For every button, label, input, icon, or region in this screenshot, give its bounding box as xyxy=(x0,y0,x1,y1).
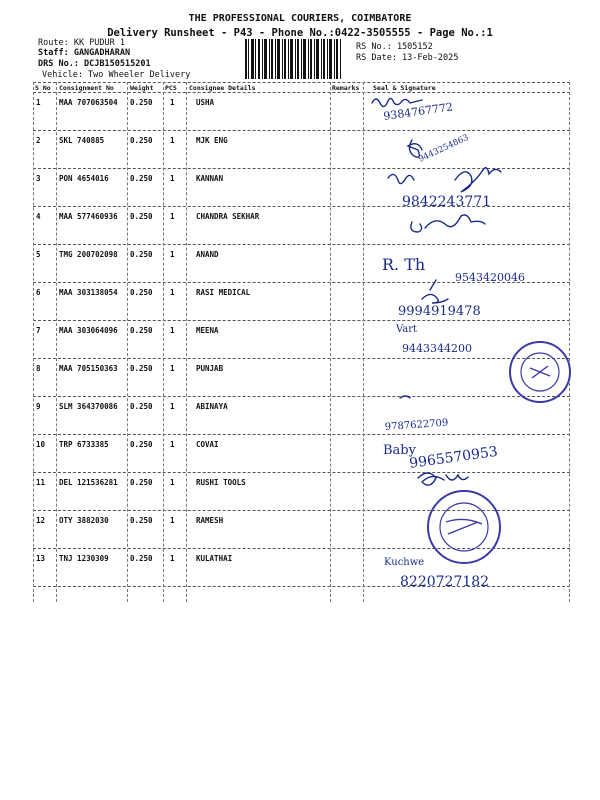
row-consignment: SLM 364370086 xyxy=(59,402,118,411)
row-pcs: 1 xyxy=(170,288,175,297)
row-sno: 7 xyxy=(36,326,41,335)
row-consignment: TRP 6733385 xyxy=(59,440,109,449)
row-divider xyxy=(33,320,570,321)
column-divider xyxy=(330,82,331,602)
row-sno: 11 xyxy=(36,478,46,487)
row-consignment: OTY 3882030 xyxy=(59,516,109,525)
handwritten-name-5: R. Th xyxy=(382,255,426,274)
column-divider xyxy=(127,82,128,602)
row-sno: 2 xyxy=(36,136,41,145)
handwritten-phone-13: 8220727182 xyxy=(400,574,490,590)
row-pcs: 1 xyxy=(170,516,175,525)
row-weight: 0.250 xyxy=(130,288,153,297)
row-weight: 0.250 xyxy=(130,98,153,107)
row-sno: 9 xyxy=(36,402,41,411)
row-weight: 0.250 xyxy=(130,440,153,449)
row-sno: 1 xyxy=(36,98,41,107)
handwritten-phone-7: 9443344200 xyxy=(402,342,472,355)
row-consignee: RASI MEDICAL xyxy=(196,288,251,297)
header-remarks: Remarks xyxy=(332,84,360,92)
handwritten-phone-9: 9787622709 xyxy=(384,417,449,433)
column-divider xyxy=(33,82,34,602)
header-seal-signature: Seal & Signature xyxy=(373,84,436,92)
row-pcs: 1 xyxy=(170,136,175,145)
row-consignment: MAA 707063504 xyxy=(59,98,118,107)
vehicle-label: Vehicle: Two Wheeler Delivery xyxy=(42,70,191,80)
row-consignee: PUNJAB xyxy=(196,364,224,373)
staff-label: Staff: GANGADHARAN xyxy=(38,48,131,58)
row-divider xyxy=(33,510,570,511)
runsheet-title: Delivery Runsheet - P43 - Phone No.:0422-3505555 - Page No.:1 xyxy=(107,27,493,39)
header-pcs: PCS xyxy=(165,84,177,92)
handwritten-name-10: Baby xyxy=(383,443,416,458)
column-divider xyxy=(569,82,570,602)
drs-number: DRS No.: DCJB150515201 xyxy=(38,59,151,69)
row-weight: 0.250 xyxy=(130,326,153,335)
row-pcs: 1 xyxy=(170,364,175,373)
row-consignment: DEL 121536281 xyxy=(59,478,118,487)
row-divider xyxy=(33,586,570,587)
row-divider xyxy=(33,206,570,207)
handwritten-phone-10: 9965570953 xyxy=(408,443,499,472)
row-pcs: 1 xyxy=(170,554,175,563)
row-consignment: TMG 200702098 xyxy=(59,250,118,259)
row-consignee: RUSHI TOOLS xyxy=(196,478,246,487)
row-divider xyxy=(33,244,570,245)
row-consignment: MAA 303138054 xyxy=(59,288,118,297)
row-consignee: MJK ENG xyxy=(196,136,228,145)
row-divider xyxy=(33,396,570,397)
route-label: Route: KK PUDUR 1 xyxy=(38,38,125,48)
row-weight: 0.250 xyxy=(130,136,153,145)
row-pcs: 1 xyxy=(170,402,175,411)
rs-date: RS Date: 13-Feb-2025 xyxy=(356,53,459,63)
row-consignment: SKL 740885 xyxy=(59,136,105,145)
row-pcs: 1 xyxy=(170,326,175,335)
row-consignee: ANAND xyxy=(196,250,219,259)
row-consignment: MAA 303064096 xyxy=(59,326,118,335)
row-divider xyxy=(33,358,570,359)
handwritten-phone-1: 9384767772 xyxy=(382,100,454,123)
row-weight: 0.250 xyxy=(130,364,153,373)
handwritten-phone-6: 9994919478 xyxy=(398,304,481,319)
row-divider xyxy=(33,168,570,169)
column-divider xyxy=(186,82,187,602)
row-divider xyxy=(33,548,570,549)
row-pcs: 1 xyxy=(170,174,175,183)
row-sno: 5 xyxy=(36,250,41,259)
row-sno: 8 xyxy=(36,364,41,373)
table-header-border xyxy=(33,92,570,93)
row-consignee: COVAI xyxy=(196,440,219,449)
row-consignee: KULATHAI xyxy=(196,554,233,563)
row-pcs: 1 xyxy=(170,98,175,107)
row-sno: 13 xyxy=(36,554,46,563)
row-divider xyxy=(33,434,570,435)
row-consignee: CHANDRA SEKHAR xyxy=(196,212,260,221)
handwritten-phone-5: 9543420046 xyxy=(455,271,525,284)
row-pcs: 1 xyxy=(170,440,175,449)
column-divider xyxy=(363,82,364,602)
row-sno: 4 xyxy=(36,212,41,221)
table-top-border xyxy=(33,82,570,83)
row-sno: 12 xyxy=(36,516,46,525)
rs-number: RS No.: 1505152 xyxy=(356,42,433,52)
barcode-image xyxy=(243,39,343,79)
row-weight: 0.250 xyxy=(130,554,153,563)
row-pcs: 1 xyxy=(170,478,175,487)
row-pcs: 1 xyxy=(170,250,175,259)
row-sno: 6 xyxy=(36,288,41,297)
header-consignment: Consignment No xyxy=(59,84,114,92)
row-weight: 0.250 xyxy=(130,250,153,259)
row-consignee: MEENA xyxy=(196,326,219,335)
row-consignee: RAMESH xyxy=(196,516,224,525)
row-divider xyxy=(33,282,570,283)
row-consignment: MAA 705150363 xyxy=(59,364,118,373)
company-name: THE PROFESSIONAL COURIERS, COIMBATORE xyxy=(188,13,412,24)
handwritten-name-7: Vart xyxy=(396,324,418,335)
row-consignment: PON 4654016 xyxy=(59,174,109,183)
header-consignee: Consignee Details xyxy=(189,84,256,92)
row-weight: 0.250 xyxy=(130,516,153,525)
row-consignee: KANNAN xyxy=(196,174,224,183)
header-weight: Weight xyxy=(130,84,154,92)
row-consignee: ABINAYA xyxy=(196,402,228,411)
handwritten-phone-2: 9443254863 xyxy=(417,132,471,165)
handwritten-phone-3: 9842243771 xyxy=(402,194,492,210)
handwritten-name-13: Kuchwe xyxy=(384,557,425,568)
row-divider xyxy=(33,472,570,473)
row-consignment: MAA 577460936 xyxy=(59,212,118,221)
row-weight: 0.250 xyxy=(130,212,153,221)
header-sno: S No xyxy=(35,84,51,92)
column-divider xyxy=(56,82,57,602)
row-sno: 10 xyxy=(36,440,46,449)
row-weight: 0.250 xyxy=(130,402,153,411)
row-weight: 0.250 xyxy=(130,478,153,487)
runsheet-table xyxy=(33,82,570,602)
row-consignee: USHA xyxy=(196,98,215,107)
row-pcs: 1 xyxy=(170,212,175,221)
row-divider xyxy=(33,130,570,131)
row-consignment: TNJ 1230309 xyxy=(59,554,109,563)
column-divider xyxy=(163,82,164,602)
row-sno: 3 xyxy=(36,174,41,183)
row-weight: 0.250 xyxy=(130,174,153,183)
